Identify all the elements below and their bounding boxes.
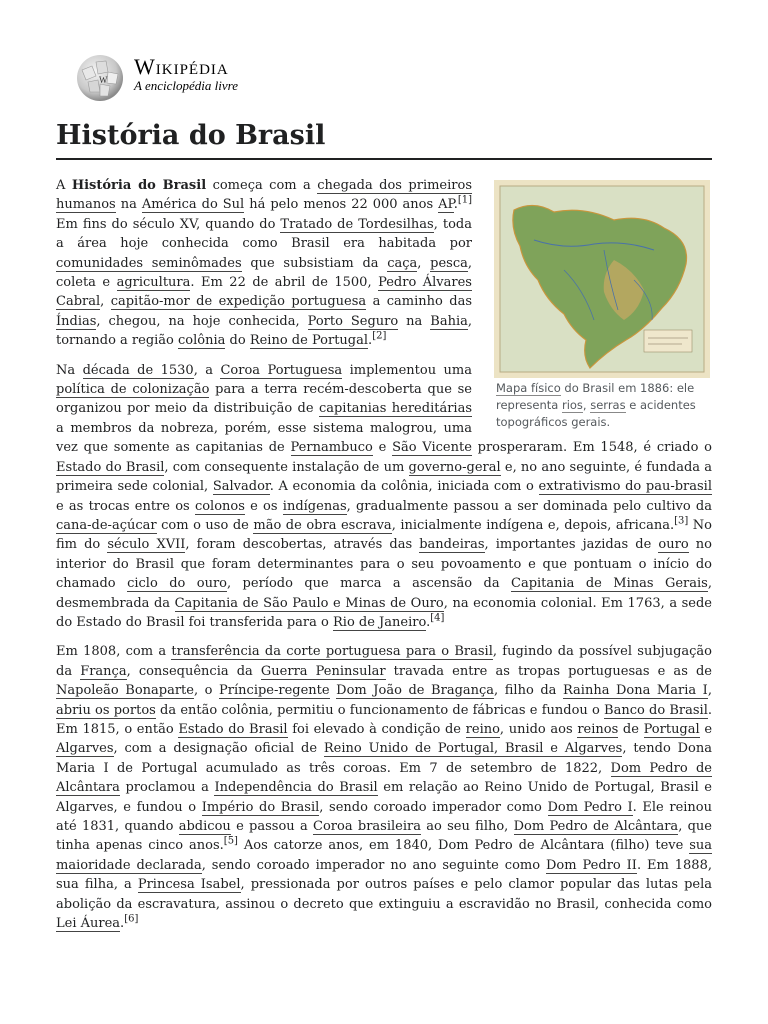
link[interactable]: comunidades seminômades: [56, 255, 242, 271]
link[interactable]: ouro: [658, 537, 689, 553]
paragraph-2: Na década de 1530, a Coroa Portuguesa implementou uma política de colonização para a terra recém-descoberta que se organizou por meio da distribuição de capitanias hereditárias a membros da nobreza, porém, esse sistema malogrou, uma vez que somente as capitanias de Pernambuco e São Vicente prosperaram. Em 1548, é criado o Estado do Brasil, com consequente instalação de um governo-geral e, no ano seguinte, é fundada a primeira sede colonial, Salvador. A economia da colônia, iniciada com o extrativismo do pau-brasil e as trocas entre os colonos e os indígenas, gradualmente passou a ser dominada pelo cultivo da cana-de-açúcar com o uso de mão de obra escrava, inicialmente indígena e, depois, africana.[3] No fim do século XVII, foram descobertas, através das bandeiras, importantes jazidas de ouro no interior do Brasil que foram determinantes para o seu povoamento e que pontuam o início do chamado ciclo do ouro, período que marca a ascensão da Capitania de Minas Gerais, desmembrada da Capitania de São Paulo e Minas de Ouro, na economia colonial. Em 1763, a sede do Estado do Brasil foi transferida para o Rio de Janeiro.[4]: [56, 362, 713, 630]
link[interactable]: Estado do Brasil: [178, 721, 288, 737]
link[interactable]: Bahia: [430, 313, 468, 329]
link[interactable]: abdicou: [178, 819, 231, 834]
reference-link[interactable]: [5]: [223, 836, 238, 848]
reference-link[interactable]: [6]: [124, 913, 139, 925]
link[interactable]: Coroa brasileira: [313, 819, 421, 834]
link[interactable]: caça: [387, 255, 418, 271]
article-body: [56, 176, 712, 943]
link[interactable]: Dom Pedro de Alcântara: [56, 760, 712, 796]
link[interactable]: indígenas: [282, 498, 347, 514]
link[interactable]: Tratado de Tordesilhas: [280, 216, 434, 232]
link[interactable]: sua maioridade declarada: [56, 838, 712, 873]
reference-link[interactable]: [1]: [457, 195, 472, 207]
reference-link[interactable]: [4]: [430, 612, 445, 624]
caption-link-serras[interactable]: serras: [590, 398, 626, 412]
link[interactable]: política de colonização: [56, 382, 210, 398]
paragraph-1: A História do Brasil começa com a chegada dos primeiros humanos na América do Sul há pelo menos 22 000 anos AP.[1] Em fins do século XV, quando do Tratado de Tordesilhas, toda a área hoje conhecida como Brasil era habitada por comunidades seminômades que subsistiam da caça, pesca, coleta e agricultura. Em 22 de abril de 1500, Pedro Álvares Cabral, capitão-mor de expedição portuguesa a caminho das Índias, chegou, na hoje conhecida, Porto Seguro na Bahia, tornando a região colônia do Reino de Portugal.[2]: [56, 178, 473, 349]
link[interactable]: Napoleão Bonaparte: [56, 683, 194, 699]
link[interactable]: colônia: [178, 333, 226, 349]
link[interactable]: América do Sul: [141, 197, 245, 213]
link[interactable]: França: [80, 663, 127, 679]
brazil-physical-map-image[interactable]: [494, 180, 710, 378]
link[interactable]: Príncipe-regente: [219, 683, 330, 699]
link[interactable]: pesca: [430, 255, 468, 271]
link[interactable]: transferência da corte portuguesa para o Brasil: [171, 644, 493, 660]
caption-link-rios[interactable]: rios: [561, 398, 583, 412]
link[interactable]: ciclo do ouro: [127, 576, 227, 592]
link[interactable]: abriu os portos: [56, 702, 156, 718]
link[interactable]: Reino de Portugal: [249, 333, 369, 349]
link[interactable]: Pedro Álvares Cabral: [56, 275, 472, 310]
wikipedia-globe-logo[interactable]: [74, 52, 126, 104]
link[interactable]: Banco do Brasil: [604, 702, 708, 718]
reference-link[interactable]: [3]: [674, 515, 689, 527]
link[interactable]: Pernambuco: [290, 440, 373, 456]
link[interactable]: Estado do Brasil: [56, 459, 165, 475]
link[interactable]: mão de obra escrava: [253, 517, 392, 533]
link[interactable]: Índias: [56, 313, 97, 329]
link[interactable]: AP: [438, 197, 454, 213]
link[interactable]: colonos: [194, 498, 245, 514]
link[interactable]: agricultura: [116, 275, 191, 291]
link[interactable]: Guerra Peninsular: [260, 663, 386, 679]
link[interactable]: Reino Unido de Portugal, Brasil e Algarves: [323, 741, 623, 757]
reference-link[interactable]: [2]: [372, 330, 387, 342]
link[interactable]: Salvador: [212, 479, 270, 495]
link[interactable]: Capitania de Minas Gerais: [511, 576, 708, 592]
link[interactable]: Coroa Portuguesa: [220, 362, 343, 378]
link[interactable]: bandeiras: [419, 537, 485, 553]
link[interactable]: Rainha Dona Maria I: [562, 683, 708, 699]
link[interactable]: Lei Áurea: [56, 916, 121, 932]
link[interactable]: Dom Pedro de Alcântara: [513, 819, 679, 834]
caption-link-mapa-fisico[interactable]: Mapa físico: [496, 381, 561, 395]
link[interactable]: Dom Pedro I: [547, 799, 633, 815]
link[interactable]: cana-de-açúcar: [56, 517, 157, 533]
infobox-caption: Mapa físico do Brasil em 1886: ele representa rios, serras e acidentes topográficos gerais.: [496, 381, 696, 429]
bold-term: História do Brasil: [71, 178, 207, 193]
link[interactable]: século XVII: [107, 537, 186, 553]
link[interactable]: São Vicente: [392, 440, 472, 456]
link[interactable]: Dom Pedro II: [546, 857, 637, 873]
link[interactable]: chegada dos primeiros humanos: [56, 178, 472, 213]
link[interactable]: capitão-mor de expedição portuguesa: [110, 294, 367, 310]
link[interactable]: governo-geral: [408, 459, 501, 475]
wikipedia-tagline: A enciclopédia livre: [134, 78, 238, 93]
link[interactable]: Capitania de São Paulo e Minas de Ouro: [174, 595, 444, 611]
infobox-figure: [494, 180, 712, 431]
link[interactable]: Princesa Isabel: [137, 877, 241, 893]
link[interactable]: extrativismo do pau-brasil: [538, 479, 712, 495]
paragraph-3: Em 1808, com a transferência da corte portuguesa para o Brasil, fugindo da possível subjugação da França, consequência da Guerra Peninsular travada entre as tropas portuguesas e as de Napoleão Bonaparte, o Príncipe-regente Dom João de Bragança, filho da Rainha Dona Maria I, abriu os portos da então colônia, permitiu o funcionamento de fábricas e fundou o Banco do Brasil. Em 1815, o então Estado do Brasil foi elevado à condição de reino, unido aos reinos de Portugal e Algarves, com a designação oficial de Reino Unido de Portugal, Brasil e Algarves, tendo Dona Maria I de Portugal acumulado as três coroas. Em 7 de setembro de 1822, Dom Pedro de Alcântara proclamou a Independência do Brasil em relação ao Reino Unido de Portugal, Brasil e Algarves, e fundou o Império do Brasil, sendo coroado imperador como Dom Pedro I. Ele reinou até 1831, quando abdicou e passou a Coroa brasileira ao seu filho, Dom Pedro de Alcântara, que tinha apenas cinco anos.[5] Aos catorze anos, em 1840, Dom Pedro de Alcântara (filho) teve sua maioridade declarada, sendo coroado imperador no ano seguinte como Dom Pedro II. Em 1888, sua filha, a Princesa Isabel, pressionada por outros países e pelo clamor popular das lutas pela abolição da escravatura, assinou o decreto que extinguiu a escravidão no Brasil, conhecida como Lei Áurea.[6]: [56, 644, 713, 932]
link[interactable]: reinos: [577, 721, 619, 737]
link[interactable]: capitanias hereditárias: [318, 401, 473, 417]
link[interactable]: reino: [465, 721, 500, 737]
link[interactable]: Rio de Janeiro: [333, 614, 427, 630]
svg-text:W: W: [99, 75, 108, 85]
link[interactable]: Algarves: [56, 741, 114, 757]
page-title: História do Brasil: [56, 118, 712, 160]
link[interactable]: Independência do Brasil: [214, 780, 378, 796]
site-header: [56, 50, 716, 106]
link[interactable]: década de 1530: [82, 362, 194, 378]
link[interactable]: Império do Brasil: [201, 799, 320, 815]
link[interactable]: Porto Seguro: [307, 313, 399, 329]
link[interactable]: Dom João de Bragança: [336, 683, 495, 699]
wikipedia-wordmark[interactable]: Wikipédia: [134, 54, 229, 79]
link[interactable]: Portugal: [643, 721, 700, 737]
